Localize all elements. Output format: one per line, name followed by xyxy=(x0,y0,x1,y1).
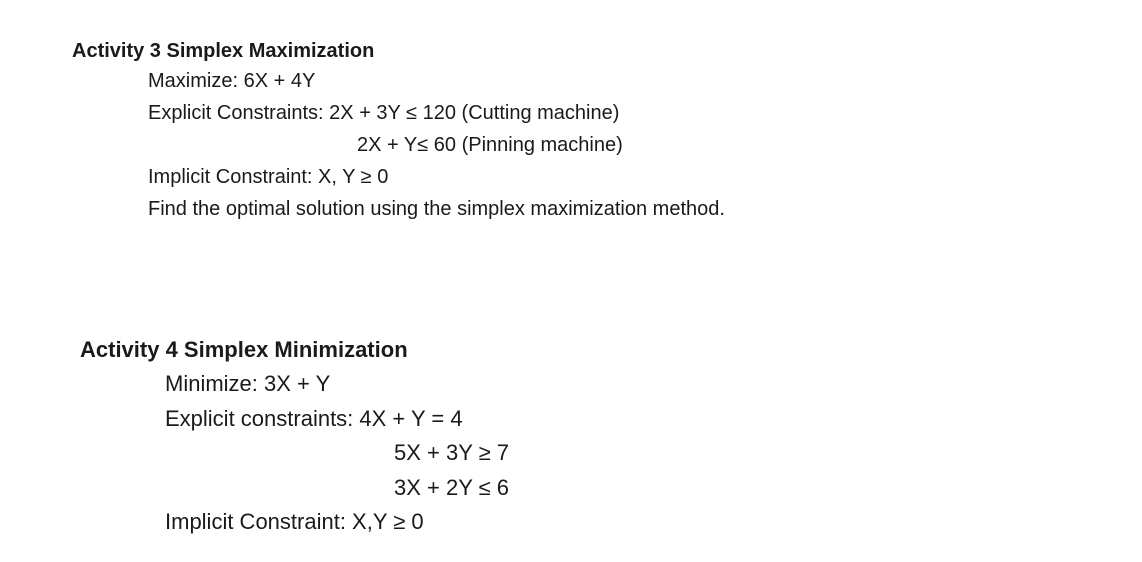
activity-4-explicit-constraint-2: 5X + 3Y ≥ 7 xyxy=(394,440,510,465)
activity-3-explicit-constraint-1: Explicit Constraints: 2X + 3Y ≤ 120 (Cutting machine) xyxy=(148,102,620,124)
activity-4-objective: Minimize: 3X + Y xyxy=(165,371,331,396)
activity-4-implicit-constraint: Implicit Constraint: X,Y ≥ 0 xyxy=(165,509,424,534)
activity-3-implicit-constraint: Implicit Constraint: X, Y ≥ 0 xyxy=(148,166,389,188)
activity-4-explicit-constraint-3: 3X + 2Y ≤ 6 xyxy=(394,475,510,500)
activity-3-objective: Maximize: 6X + 4Y xyxy=(148,70,316,92)
activity-4-title: Activity 4 Simplex Minimization xyxy=(80,337,408,362)
activity-3-instruction: Find the optimal solution using the simplex maximization method. xyxy=(148,198,725,220)
activity-3-explicit-constraint-2: 2X + Y≤ 60 (Pinning machine) xyxy=(357,134,623,156)
activity-4-explicit-constraint-1: Explicit constraints: 4X + Y = 4 xyxy=(165,406,463,431)
activity-3-title: Activity 3 Simplex Maximization xyxy=(72,40,375,62)
